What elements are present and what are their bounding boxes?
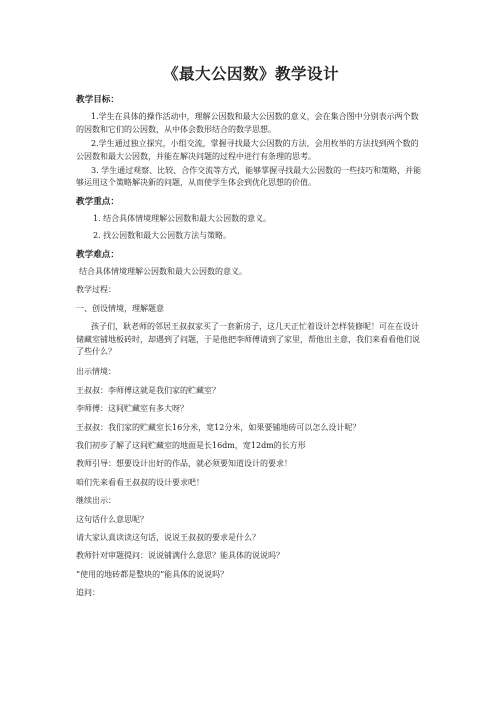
dialogue-line: 咱们先来看看王叔叔的设计要求吧！ bbox=[76, 477, 204, 487]
section-paragraph: 孩子们，耿老师的邻居王叔叔家买了一套新房子，这几天正忙着设计怎样装修呢！可在在设计储藏室铺地板砖时，却遇到了问题，于是他把李师傅请到了家里，帮他出主意，我们来看看他们说了些什么？ bbox=[76, 322, 420, 357]
document-content bbox=[76, 62, 426, 606]
dialogue-line: 出示情境： bbox=[76, 367, 116, 377]
dialogue-line: 教师针对审题提问：说说铺满什么意思？能具体的说说吗？ bbox=[76, 551, 284, 561]
process-label: 教学过程： bbox=[76, 285, 116, 295]
dialogue-line: 继续出示： bbox=[76, 496, 116, 506]
dialogue-line: 追问： bbox=[76, 588, 100, 598]
difficulty-text: 结合具体情境理解公因数和最大公因数的意义。 bbox=[79, 267, 247, 277]
dialogue-line: 王叔叔：我们家的贮藏室长16分米，宽12分米，如果要铺地砖可以怎么设计呢？ bbox=[76, 422, 361, 432]
key-point-item: 1. 结合具体情境理解公因数和最大公因数的意义。 bbox=[93, 213, 272, 223]
dialogue-line: 请大家认真读读这句话，说说王叔叔的要求是什么？ bbox=[76, 532, 260, 542]
dialogue-line: “使用的地砖都是整块的”能具体的说说吗？ bbox=[76, 569, 229, 579]
objective-item: 1.学生在具体的操作活动中，理解公因数和最大公因数的意义，会在集合图中分别表示两个数的因数和它们的公因数，从中体会数形结合的数学思想。 bbox=[76, 112, 419, 134]
dialogue-line: 我们初步了解了这间贮藏室的地面是长16dm，宽12dm的长方形 bbox=[76, 440, 306, 450]
dialogue-line: 这句话什么意思呢？ bbox=[76, 514, 148, 524]
difficulty-heading: 教学难点： bbox=[76, 249, 119, 260]
section-title: 一、创设情境，理解题意 bbox=[76, 303, 164, 313]
key-point-item: 2. 找公因数和最大公因数方法与策略。 bbox=[93, 231, 232, 241]
objectives-heading: 教学目标： bbox=[76, 95, 119, 106]
key-points-heading: 教学重点： bbox=[76, 196, 119, 207]
objective-item: 3. 学生通过观察、比较、合作交流等方式，能够掌握寻找最大公因数的一些技巧和策略，并能够运用这个策略解决新的问题，从而使学生体会到优化思想的价值。 bbox=[76, 165, 422, 188]
document-title: 《最大公因数》教学设计 bbox=[162, 65, 339, 83]
dialogue-line: 教师引导：想要设计出好的作品，就必须要知道设计的要求！ bbox=[76, 459, 292, 469]
objective-item: 2.学生通过独立探究，小组交流，掌握寻找最大公因数的方法，会用枚举的方法找到两个数的公因数和最大公因数，并能在解决问题的过程中进行有条理的思考。 bbox=[76, 139, 419, 161]
dialogue-line: 王叔叔：李师傅这就是我们家的贮藏室？ bbox=[76, 385, 220, 395]
dialogue-line: 李师傅：这间贮藏室有多大呀？ bbox=[76, 404, 188, 414]
